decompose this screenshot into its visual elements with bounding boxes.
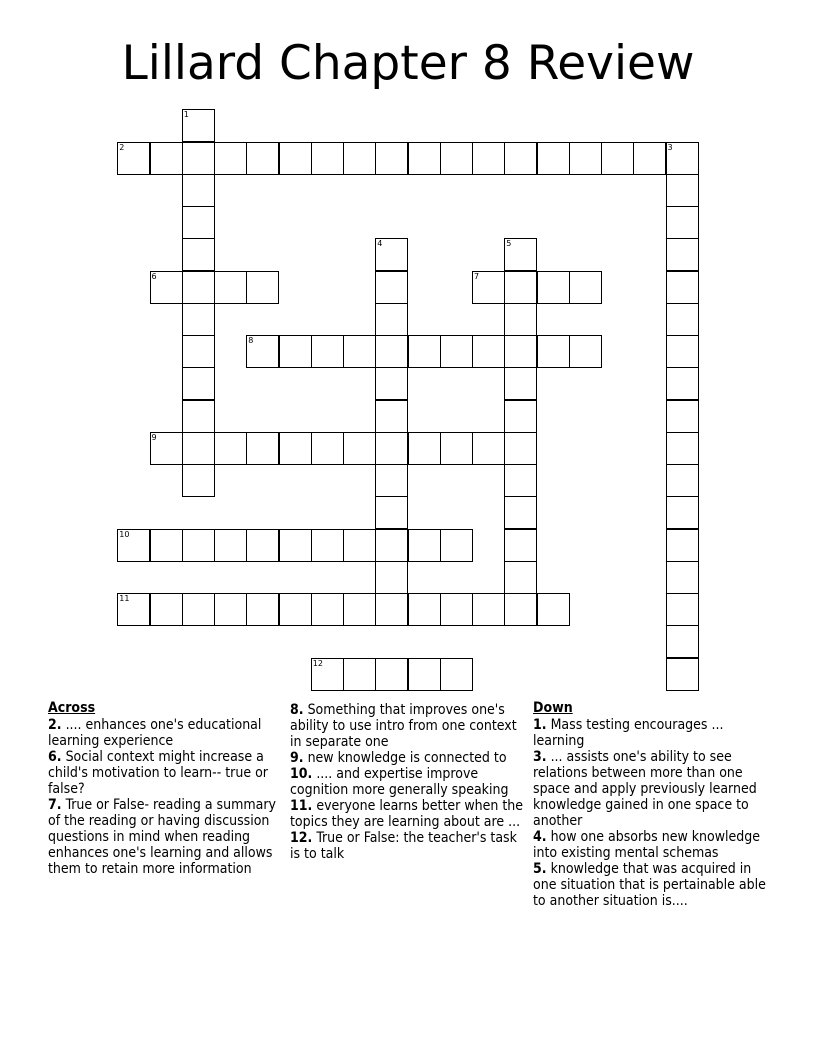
- grid-cell[interactable]: [279, 432, 312, 465]
- grid-cell[interactable]: [666, 593, 699, 626]
- clue-across: [290, 798, 525, 830]
- clue-number: 12: [312, 658, 323, 668]
- grid-cell[interactable]: [408, 432, 441, 465]
- grid-cell[interactable]: [182, 303, 215, 336]
- clue-number: 3: [667, 142, 673, 152]
- grid-cell[interactable]: [375, 529, 408, 562]
- clue-number: 11.: [290, 798, 313, 814]
- grid-cell[interactable]: [311, 658, 344, 691]
- grid-cell[interactable]: [375, 496, 408, 529]
- grid-cell[interactable]: [150, 271, 183, 304]
- clue-down: [533, 717, 773, 749]
- grid-cell[interactable]: [246, 271, 279, 304]
- grid-cell[interactable]: [375, 303, 408, 336]
- grid-cell[interactable]: [666, 658, 699, 691]
- grid-cell[interactable]: [666, 271, 699, 304]
- clue-text: new knowledge is connected to: [307, 750, 507, 766]
- grid-cell[interactable]: [440, 593, 473, 626]
- grid-cell[interactable]: [182, 206, 215, 239]
- across-clues-column-2: [290, 702, 525, 862]
- down-clues-column: [533, 700, 773, 909]
- grid-cell[interactable]: [182, 400, 215, 433]
- grid-cell[interactable]: [279, 142, 312, 175]
- grid-cell[interactable]: [214, 432, 247, 465]
- grid-cell[interactable]: [343, 142, 376, 175]
- clue-across: [290, 750, 525, 766]
- grid-cell[interactable]: [182, 464, 215, 497]
- clue-text: ... assists one's ability to see relations between more than one space and apply previously learned knowledge gained in one space to another: [533, 749, 757, 829]
- grid-cell[interactable]: [666, 496, 699, 529]
- grid-cell[interactable]: [214, 271, 247, 304]
- grid-cell[interactable]: [408, 142, 441, 175]
- grid-cell[interactable]: [504, 529, 537, 562]
- grid-cell[interactable]: [569, 271, 602, 304]
- grid-cell[interactable]: [504, 496, 537, 529]
- grid-cell[interactable]: [375, 400, 408, 433]
- grid-cell[interactable]: [440, 142, 473, 175]
- grid-cell[interactable]: [375, 593, 408, 626]
- grid-cell[interactable]: [311, 593, 344, 626]
- grid-cell[interactable]: [182, 367, 215, 400]
- grid-cell[interactable]: [246, 432, 279, 465]
- clue-number: 1.: [533, 717, 547, 733]
- grid-cell[interactable]: [311, 529, 344, 562]
- clue-number: 4: [377, 239, 383, 249]
- grid-cell[interactable]: [343, 593, 376, 626]
- grid-cell[interactable]: [311, 335, 344, 368]
- grid-cell[interactable]: [666, 464, 699, 497]
- grid-cell[interactable]: [117, 529, 150, 562]
- grid-cell[interactable]: [246, 335, 279, 368]
- grid-cell[interactable]: [311, 142, 344, 175]
- clue-number: 12.: [290, 830, 313, 846]
- clue-number: 9.: [290, 750, 304, 766]
- page-title: Lillard Chapter 8 Review: [121, 36, 695, 91]
- grid-cell[interactable]: [472, 432, 505, 465]
- clue-text: knowledge that was acquired in one situation that is pertainable able to another situation is....: [533, 861, 766, 909]
- clue-text: Social context might increase a child's motivation to learn-- true or false?: [48, 749, 268, 797]
- clue-number: 7: [474, 271, 480, 281]
- clue-across: [48, 797, 283, 877]
- grid-cell[interactable]: [182, 238, 215, 271]
- clue-text: how one absorbs new knowledge into existing mental schemas: [533, 829, 761, 861]
- grid-cell[interactable]: [440, 335, 473, 368]
- grid-cell[interactable]: [666, 174, 699, 207]
- grid-cell[interactable]: [182, 432, 215, 465]
- grid-cell[interactable]: [472, 271, 505, 304]
- grid-cell[interactable]: [504, 271, 537, 304]
- clue-text: .... and expertise improve cognition more generally speaking: [290, 766, 509, 798]
- grid-cell[interactable]: [504, 142, 537, 175]
- clue-down: [533, 749, 773, 829]
- grid-cell[interactable]: [440, 658, 473, 691]
- grid-cell[interactable]: [343, 658, 376, 691]
- grid-cell[interactable]: [375, 561, 408, 594]
- clue-down: [533, 829, 773, 861]
- grid-cell[interactable]: [150, 142, 183, 175]
- clue-number: 5.: [533, 861, 547, 877]
- clue-number: 2: [119, 142, 125, 152]
- grid-cell[interactable]: [182, 593, 215, 626]
- grid-cell[interactable]: [182, 109, 215, 142]
- grid-cell[interactable]: [504, 335, 537, 368]
- clue-number: 2.: [48, 717, 62, 733]
- grid-cell[interactable]: [440, 529, 473, 562]
- grid-cell[interactable]: [666, 367, 699, 400]
- grid-cell[interactable]: [311, 432, 344, 465]
- grid-cell[interactable]: [504, 367, 537, 400]
- clue-number: 11: [119, 594, 130, 603]
- grid-cell[interactable]: [504, 593, 537, 626]
- grid-cell[interactable]: [666, 400, 699, 433]
- grid-cell[interactable]: [408, 529, 441, 562]
- grid-cell[interactable]: [182, 271, 215, 304]
- grid-cell[interactable]: [666, 335, 699, 368]
- clue-number: 9: [151, 432, 157, 442]
- clue-across: [48, 749, 283, 797]
- grid-cell[interactable]: [182, 174, 215, 207]
- grid-cell[interactable]: [408, 658, 441, 691]
- grid-cell[interactable]: [375, 464, 408, 497]
- clue-text: .... enhances one's educational learning experience: [48, 717, 262, 749]
- grid-cell[interactable]: [666, 625, 699, 658]
- clue-number: 8: [248, 336, 254, 345]
- grid-cell[interactable]: [440, 432, 473, 465]
- grid-cell[interactable]: [279, 529, 312, 562]
- grid-cell[interactable]: [150, 593, 183, 626]
- grid-cell[interactable]: [214, 142, 247, 175]
- grid-cell[interactable]: [537, 271, 570, 304]
- across-clues-column-1: [48, 700, 283, 877]
- grid-cell[interactable]: [666, 432, 699, 465]
- grid-cell[interactable]: [472, 142, 505, 175]
- grid-cell[interactable]: [375, 367, 408, 400]
- grid-cell[interactable]: [375, 142, 408, 175]
- grid-cell[interactable]: [633, 142, 666, 175]
- grid-cell[interactable]: [279, 593, 312, 626]
- clue-text: Something that improves one's ability to use intro from one context in separate one: [290, 702, 517, 750]
- grid-cell[interactable]: [246, 142, 279, 175]
- grid-cell[interactable]: [279, 335, 312, 368]
- grid-cell[interactable]: [666, 303, 699, 336]
- grid-cell[interactable]: [504, 561, 537, 594]
- grid-cell[interactable]: [537, 335, 570, 368]
- clue-number: 10: [119, 529, 130, 539]
- grid-cell[interactable]: [343, 529, 376, 562]
- clue-across: [290, 830, 525, 862]
- grid-cell[interactable]: [408, 335, 441, 368]
- grid-cell[interactable]: [666, 142, 699, 175]
- clue-down: [533, 861, 773, 909]
- clue-number: 5: [506, 239, 512, 249]
- grid-cell[interactable]: [504, 400, 537, 433]
- grid-cell[interactable]: [666, 529, 699, 562]
- clue-text: True or False- reading a summary of the reading or having discussion questions in mind when reading enhances one's learning and allows them to retain more information: [48, 797, 276, 877]
- grid-cell[interactable]: [375, 271, 408, 304]
- grid-cell[interactable]: [537, 593, 570, 626]
- grid-cell[interactable]: [117, 593, 150, 626]
- clue-number: 6: [151, 271, 157, 281]
- clue-number: 8.: [290, 702, 304, 718]
- grid-cell[interactable]: [246, 593, 279, 626]
- grid-cell[interactable]: [375, 432, 408, 465]
- clue-text: True or False: the teacher's task is to talk: [290, 830, 517, 862]
- clue-text: Mass testing encourages ... learning: [533, 717, 724, 749]
- grid-cell[interactable]: [504, 464, 537, 497]
- across-heading: Across: [48, 700, 96, 716]
- grid-cell[interactable]: [150, 432, 183, 465]
- grid-cell[interactable]: [246, 529, 279, 562]
- grid-cell[interactable]: [182, 335, 215, 368]
- grid-cell[interactable]: [666, 206, 699, 239]
- down-heading: Down: [533, 700, 573, 716]
- clue-number: 3.: [533, 749, 547, 765]
- grid-cell[interactable]: [343, 335, 376, 368]
- clue-across: [290, 766, 525, 798]
- grid-cell[interactable]: [150, 529, 183, 562]
- clue-across: [48, 717, 283, 749]
- clue-text: everyone learns better when the topics they are learning about are ...: [290, 798, 524, 830]
- grid-cell[interactable]: [472, 335, 505, 368]
- grid-cell[interactable]: [504, 303, 537, 336]
- grid-cell[interactable]: [117, 142, 150, 175]
- grid-cell[interactable]: [537, 142, 570, 175]
- clue-number: 10.: [290, 766, 313, 782]
- grid-cell[interactable]: [666, 238, 699, 271]
- clue-number: 4.: [533, 829, 547, 845]
- grid-cell[interactable]: [214, 593, 247, 626]
- clue-across: [290, 702, 525, 750]
- clue-number: 1: [183, 110, 189, 120]
- grid-cell[interactable]: [408, 593, 441, 626]
- grid-cell[interactable]: [375, 658, 408, 691]
- grid-cell[interactable]: [601, 142, 634, 175]
- grid-cell[interactable]: [472, 593, 505, 626]
- grid-cell[interactable]: [343, 432, 376, 465]
- grid-cell[interactable]: [504, 432, 537, 465]
- grid-cell[interactable]: [375, 335, 408, 368]
- grid-cell[interactable]: [569, 142, 602, 175]
- clue-number: 7.: [48, 797, 62, 813]
- grid-cell[interactable]: [569, 335, 602, 368]
- grid-cell[interactable]: [375, 238, 408, 271]
- grid-cell[interactable]: [182, 142, 215, 175]
- grid-cell[interactable]: [666, 561, 699, 594]
- grid-cell[interactable]: [214, 529, 247, 562]
- grid-cell[interactable]: [182, 529, 215, 562]
- clue-number: 6.: [48, 749, 62, 765]
- grid-cell[interactable]: [504, 238, 537, 271]
